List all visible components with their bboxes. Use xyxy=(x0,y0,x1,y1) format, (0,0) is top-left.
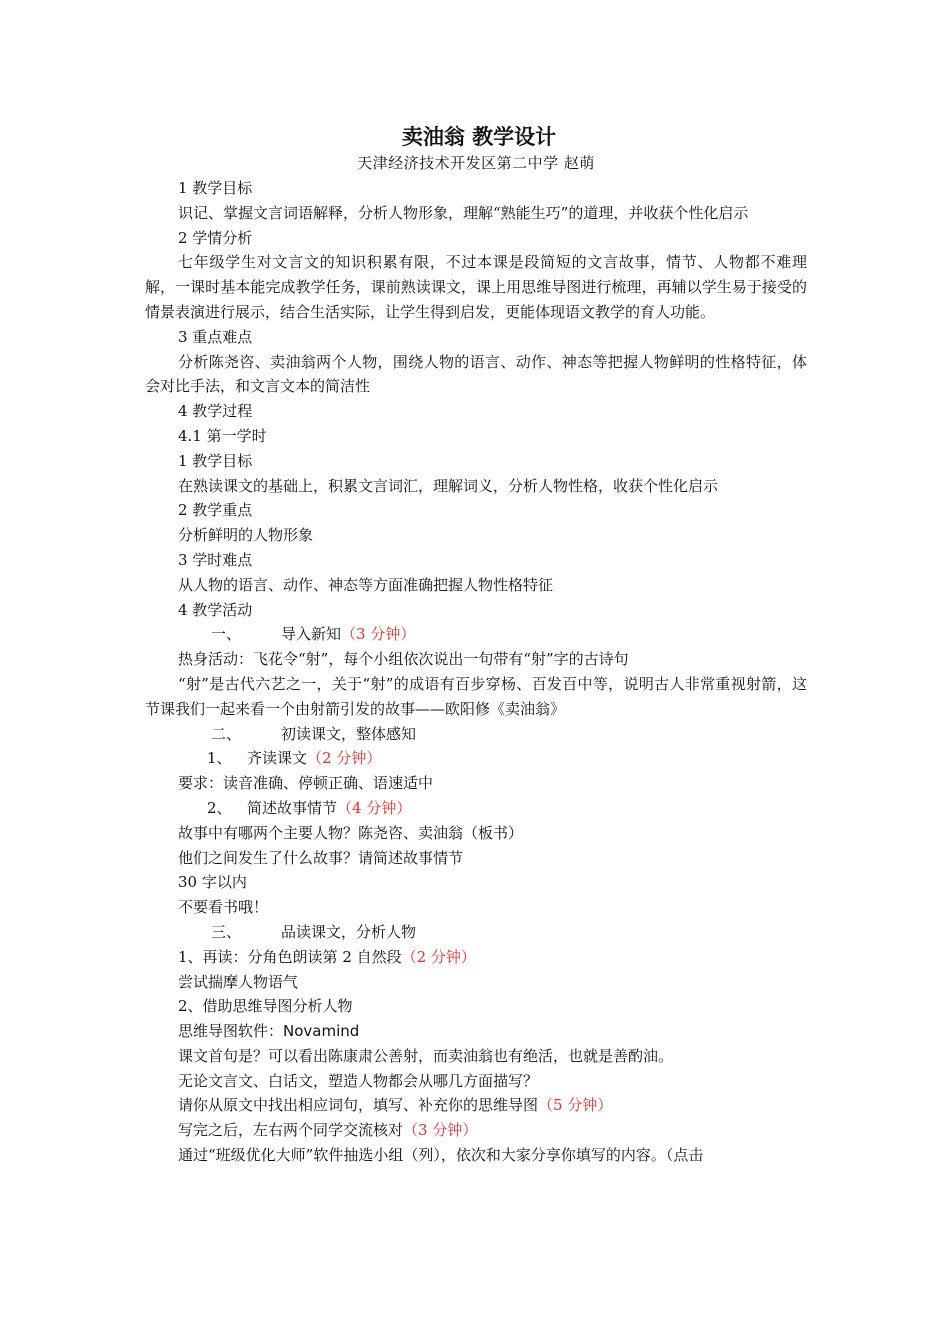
lesson-difficulty-text: 从人物的语言、动作、神态等方面准确把握人物性格特征 xyxy=(178,575,554,594)
heading-first-lesson: 4.1 第一学时 xyxy=(178,426,267,445)
share-step: 通过“班级优化大师”软件抽选小组（列），依次和大家分享你填写的内容。（点击 xyxy=(178,1146,704,1165)
section-title: 导入新知 xyxy=(281,625,342,644)
peer-check-step xyxy=(145,1118,807,1143)
time-note: （2 分钟） xyxy=(307,749,382,768)
subsection-title: 简述故事情节 xyxy=(247,798,338,817)
doc-title: 卖油翁 教学设计 xyxy=(401,125,557,149)
subsection-read-aloud xyxy=(145,746,807,771)
description-question: 无论文言文、白话文，塑造人物都会从哪几方面描写？ xyxy=(178,1071,539,1090)
lesson-focus-heading: 2 教学重点 xyxy=(178,501,253,520)
reread-text: 1、再读：分角色朗读第 2 自然段 xyxy=(178,947,402,966)
subsection-number: 1、 xyxy=(207,749,232,768)
warmup-text: 热身活动：飞花令“射”，每个小组依次说出一句带有“射”字的古诗句 xyxy=(178,650,629,669)
time-note: （2 分钟） xyxy=(401,947,476,966)
para-key-points: 分析陈尧咨、卖油翁两个人物，围绕人物的语言、动作、神态等把握人物鲜明的性格特征，体会对比手法，和文言文本的简洁性 xyxy=(145,352,807,396)
document-page xyxy=(145,122,807,1168)
heading-teaching-goal: 1 教学目标 xyxy=(178,179,253,197)
lesson-goal-heading: 1 教学目标 xyxy=(178,451,253,470)
section-intro xyxy=(145,622,807,647)
section-number: 一、 xyxy=(211,625,242,644)
lesson-difficulty-heading: 3 学时难点 xyxy=(178,550,253,569)
lesson-goal-text: 在熟读课文的基础上，积累文言词汇，理解词义，分析人物性格，收获个性化启示 xyxy=(178,476,719,495)
time-note: （5 分钟） xyxy=(538,1096,613,1115)
heading-student-analysis: 2 学情分析 xyxy=(178,228,253,247)
section-title: 初读课文，整体感知 xyxy=(281,724,417,743)
reread-step xyxy=(145,945,807,970)
para-student-analysis: 七年级学生对文言文的知识积累有限，不过本课是段简短的文言故事，情节、人物都不难理解，一课时基本能完成教学任务，课前熟读课文，课上用思维导图进行梳理，再辅以学生易于接受的情景表演进行展示，结合生活实际，让学生得到启发，更能体现语文教学的育人功能。 xyxy=(145,253,807,321)
section-character-analysis xyxy=(145,920,807,945)
section-number: 二、 xyxy=(211,724,242,743)
lesson-focus-text: 分析鲜明的人物形象 xyxy=(178,526,314,545)
question-story: 他们之间发生了什么故事？请简述故事情节 xyxy=(178,848,464,867)
heading-teaching-process: 4 教学过程 xyxy=(178,402,253,421)
time-note: （3 分钟） xyxy=(341,625,416,644)
lesson-activity-heading: 4 教学活动 xyxy=(178,600,253,619)
mindmap-software xyxy=(145,1019,807,1044)
requirement-text: 要求：读音准确、停顿正确、语速适中 xyxy=(178,774,434,793)
doc-author: 天津经济技术开发区第二中学 赵萌 xyxy=(357,154,595,172)
shooting-intro-text: “射”是古代六艺之一，关于“射”的成语有百步穿杨、百发百中等，说明古人非常重视射箭，这节课我们一起来看一个由射箭引发的故事——欧阳修《卖油翁》 xyxy=(145,674,807,718)
fill-mindmap-text: 请你从原文中找出相应词句，填写、补充你的思维导图 xyxy=(178,1096,539,1115)
mindmap-software-label: 思维导图软件： xyxy=(178,1022,284,1041)
subsection-plot-summary xyxy=(145,796,807,821)
word-limit-note: 30 字以内 xyxy=(178,873,247,892)
peer-check-text: 写完之后，左右两个同学交流核对 xyxy=(178,1121,404,1140)
section-title: 品读课文，分析人物 xyxy=(281,922,417,941)
time-note: （4 分钟） xyxy=(337,798,412,817)
question-characters: 故事中有哪两个主要人物？陈尧咨、卖油翁（板书） xyxy=(178,823,524,842)
mindmap-step: 2、借助思维导图分析人物 xyxy=(178,997,353,1016)
fill-mindmap-step xyxy=(145,1093,807,1118)
section-first-read xyxy=(145,722,807,747)
heading-key-points: 3 重点难点 xyxy=(178,327,253,346)
no-book-note: 不要看书哦！ xyxy=(178,898,269,917)
mindmap-software-name: Novamind xyxy=(283,1022,360,1041)
subsection-number: 2、 xyxy=(207,798,232,817)
section-number: 三、 xyxy=(211,922,242,941)
subsection-title: 齐读课文 xyxy=(247,749,308,768)
para-teaching-goal: 识记、掌握文言词语解释，分析人物形象，理解“熟能生巧”的道理，并收获个性化启示 xyxy=(178,203,749,222)
time-note: （3 分钟） xyxy=(403,1121,478,1140)
first-sentence-question: 课文首句是？可以看出陈康肃公善射，而卖油翁也有绝活，也就是善酌油。 xyxy=(178,1046,674,1065)
tone-note: 尝试揣摩人物语气 xyxy=(178,972,299,991)
